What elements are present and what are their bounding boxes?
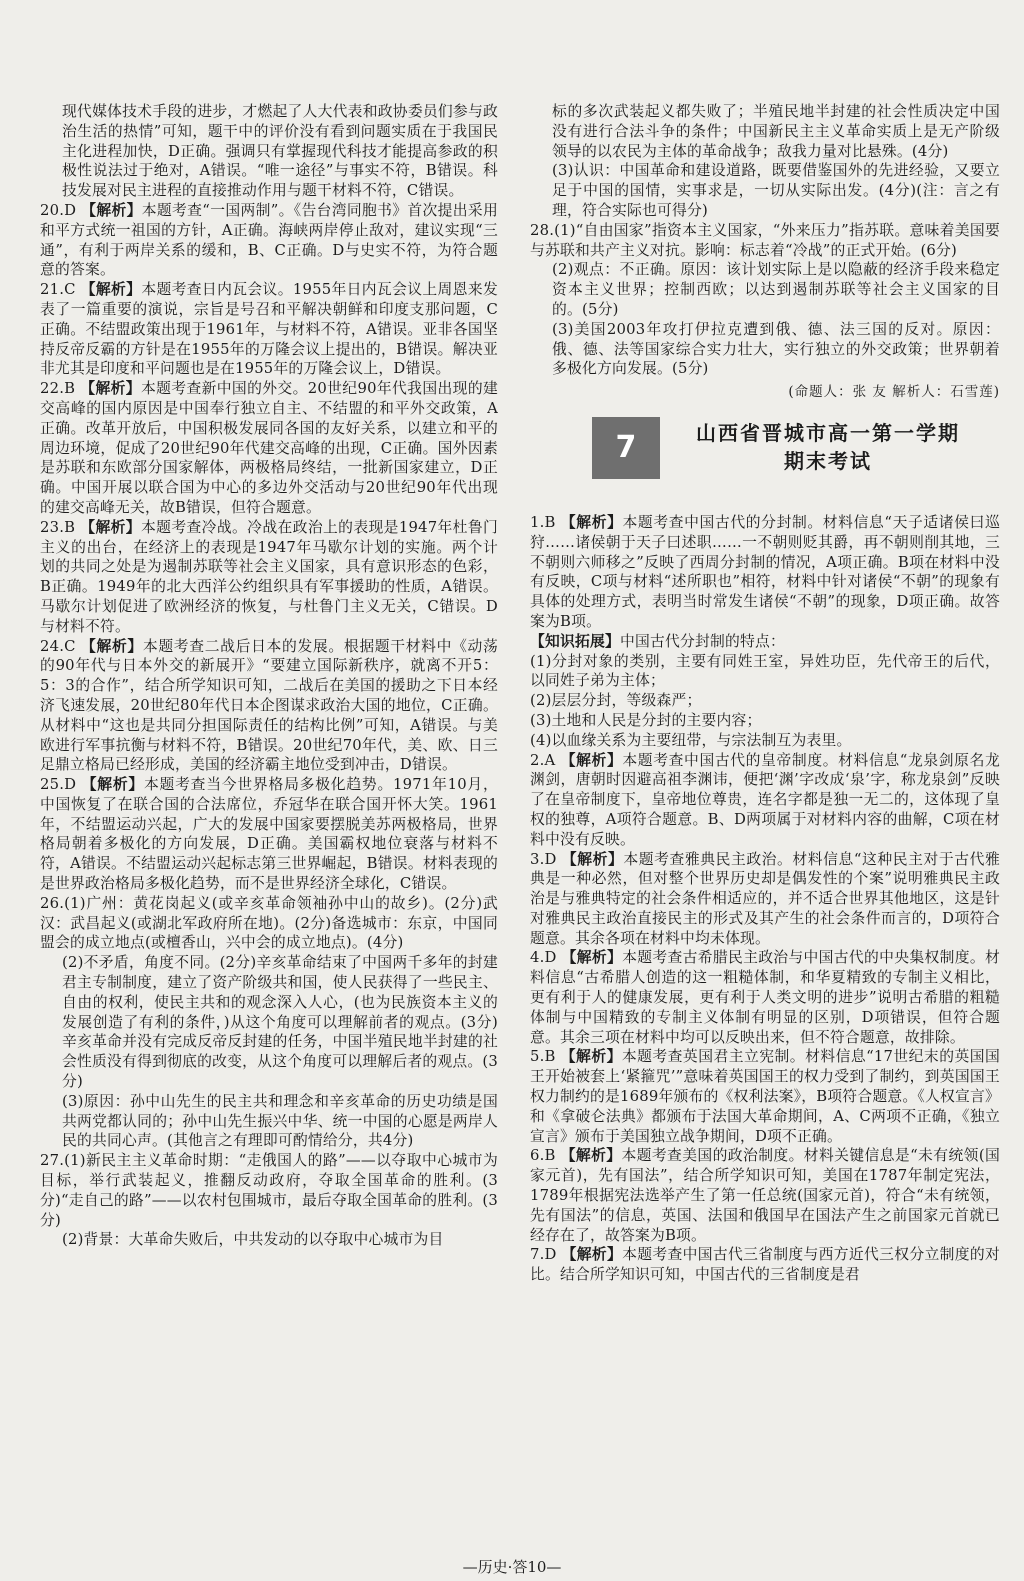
extension-line: (1)分封对象的类别，主要有同姓王室，异姓功臣，先代帝王的后代，以同姓子弟为主体；: [530, 652, 1000, 690]
answer-list-right: [530, 513, 1000, 632]
answer-number: 20.D: [40, 201, 77, 219]
analysis-tag: 【解析】: [80, 281, 142, 299]
answer-text: 本题考查“一国两制”。《告台湾同胞书》首次提出采用和平方式统一祖国的方针，A正确。海峡两岸停止敌对，建议实现“三通”，有利于两岸关系的缓和，B、C正确。D与史实不符，为符合题意的答案。: [40, 201, 499, 279]
answer-number: 23.B: [40, 518, 76, 536]
extension-line: (2)层层分封，等级森严；: [530, 692, 702, 710]
extension-line: (4)以血缘关系为主要纽带，与宗法制互为表里。: [530, 731, 852, 749]
answer-item: [530, 1245, 1000, 1285]
answer-item: [40, 637, 498, 776]
analysis-tag: 【解析】: [81, 201, 142, 219]
answer-number: 3.D: [530, 850, 557, 868]
answer-number: 22.B: [40, 380, 76, 398]
answer-line: (1)广州：黄花岗起义(或辛亥革命领袖孙中山的故乡)。(2分)武汉：武昌起义(或湖北军政府所在地)。(2分)备选城市：东京，中国同盟会的成立地点(或檀香山，兴中会的成立地点)。(4分): [40, 894, 498, 952]
analysis-tag: 【解析】: [80, 518, 141, 536]
answer-number: 27.: [40, 1152, 65, 1170]
answer-item: [40, 201, 498, 280]
answer-item: [530, 850, 1000, 949]
answer-line: (3)原因：孙中山先生的民主共和理念和辛亥革命的历史功绩是国共两党都认同的；孙中山先生振兴中华、统一中国的心愿是两岸人民的共同心声。(其他言之有理即可酌情给分，共4分): [62, 1092, 498, 1150]
answer-line: (2)不矛盾，角度不同。(2分)辛亥革命结束了中国两千多年的封建君主专制制度，建立了资产阶级共和国，使人民获得了一些民主、自由的权利，使民主共和的观念深入人心，(也为民族资本主义的发展创造了有利的条件，)从这个角度可以理解前者的观点。(3分)辛亥革命并没有完成反帝反封建的任务，中国半殖民地半封建的社会性质没有得到彻底的改变，从这个角度可以理解后者的观点。(3分): [62, 954, 498, 1091]
answer-item: [530, 1047, 1000, 1146]
analysis-tag: 【解析】: [561, 1246, 623, 1264]
continuation-paragraph: 现代媒体技术手段的进步，才燃起了人大代表和政协委员们参与政治生活的热情”可知，题干中的评价没有看到问题实质在于我国民主化进程加快，D正确。强调只有掌握现代科技才能提高参政的积极性说法过于绝对，A错误。“唯一途径”与事实不符，B错误。科技发展对民主进程的直接推动作用与题干材料不符，C错误。: [62, 103, 498, 200]
answer-item: [40, 775, 498, 894]
analysis-tag: 【解析】: [81, 637, 143, 655]
answer-number: 4.D: [530, 949, 557, 967]
answer-item: [530, 1146, 1000, 1245]
answer-item: [40, 518, 498, 637]
answer-list-right-2: [530, 751, 1000, 1286]
answer-item: [40, 280, 498, 379]
answer-text: 本题考查英国君主立宪制。材料信息“17世纪末的英国国王开始被套上‘紧箍咒’”意味着英国国王的权力受到了制约，到英国国王权力制约的是1689年颁布的《权利法案》，B项符合题意。《人权宣言》和《拿破仑法典》都颁布于法国大革命期间，A、C两项不正确，《独立宣言》颁布于美国独立战争期间，D项不正确。: [530, 1048, 1000, 1145]
answer-text: 本题考查新中国的外交。20世纪90年代我国出现的建交高峰的国内原因是中国奉行独立自主、不结盟的和平外交政策，A正确。改革开放后，中国积极发展同各国的友好关系，以建立和平的周边环境，促成了20世纪90年代建交高峰的出现，C正确。国外因素是苏联和东欧部分国家解体，两极格局终结，一批新国家建立，D正确。中国开展以联合国为中心的多边外交活动与20世纪90年代出现的建交高峰无关，故B错误，但符合题意。: [40, 380, 498, 516]
answer-number: 6.B: [530, 1147, 556, 1165]
answer-line: (2)观点：不正确。原因：该计划实际上是以隐蔽的经济手段来稳定资本主义世界；控制西欧；以达到遏制苏联等社会主义国家的目的。(5分): [552, 261, 1000, 318]
answer-text: 本题考查日内瓦会议。1955年日内瓦会议上周恩来发表了一篇重要的演说，宗旨是号召和平解决朝鲜和印度支那问题，C正确。不结盟政策出现于1961年，与材料不符，A错误。亚非各国坚持反帝反霸的方针是在1955年的万隆会议上提出的，B错误。解决亚非尤其是印度和平问题也是在1955年的万隆会议上，D错误。: [40, 281, 498, 378]
extension-title: 中国古代分封制的特点：: [619, 632, 785, 650]
knowledge-extension: [530, 632, 1000, 652]
section-title: [668, 419, 988, 475]
answer-number: 2.A: [530, 751, 556, 769]
section-number: 7: [592, 417, 660, 479]
answer-number: 25.D: [40, 776, 77, 794]
analysis-tag: 【解析】: [561, 949, 623, 967]
answer-line: (1)新民主主义革命时期：“走俄国人的路”——以夺取中心城市为目标，举行武装起义，推翻反动政府，夺取全国革命的胜利。(3分)“走自己的路”——以农村包围城市，最后夺取全国革命的胜利。(3分): [40, 1152, 498, 1229]
answer-line: (3)认识：中国革命和建设道路，既要借鉴国外的先进经验，又要立足于中国的国情，实事求是，一切从实际出发。(4分)(注：言之有理，符合实际也可得分): [552, 162, 1000, 219]
section-title-line: 山西省晋城市高一第一学期: [696, 420, 960, 445]
answer-number: 26.: [40, 894, 65, 912]
answer-text: 本题考查中国古代的皇帝制度。材料信息“龙泉剑原名龙渊剑，唐朝时因避高祖李渊讳，便把‘渊’字改成‘泉’字，称龙泉剑”反映了在皇帝制度下，皇帝地位尊贵，连名字都是独一无二的，这体现了皇权的独尊，A项符合题意。B、D两项属于对材料内容的曲解，C项在材料中没有反映。: [530, 751, 1001, 848]
answer-text: 本题考查当今世界格局多极化趋势。1971年10月，中国恢复了在联合国的合法席位，乔冠华在联合国开怀大笑。1961年，不结盟运动兴起，广大的发展中国家要摆脱美苏两极格局，世界格局朝着多极化的方向发展，D正确。美国霸权地位衰落与材料不符，A错误。不结盟运动兴起标志第三世界崛起，B错误。材料表现的是世界政治格局多极化趋势，而不是世界经济全球化，C错误。: [40, 776, 498, 893]
answer-line: (2)背景：大革命失败后，中共发动的以夺取中心城市为目: [62, 1231, 444, 1249]
analysis-tag: 【解析】: [560, 1048, 622, 1066]
answer-item: [530, 751, 1000, 850]
answer-line: (1)“自由国家”指资本主义国家，“外来压力”指苏联。意味着美国要与苏联和共产主义对抗。影响：标志着“冷战”的正式开始。(6分): [530, 221, 1000, 259]
continuation-paragraph: 标的多次武装起义都失败了；半殖民地半封建的社会性质决定中国没有进行合法斗争的条件；中国新民主主义革命实质上是无产阶级领导的以农民为主体的革命战争；敌我力量对比悬殊。(4分): [552, 103, 1000, 160]
right-column: [530, 102, 1000, 1285]
analysis-tag: 【解析】: [80, 380, 141, 398]
answer-text: 本题考查冷战。冷战在政治上的表现是1947年杜鲁门主义的出台，在经济上的表现是1947年马歇尔计划的实施。两个计划的共同之处是为遏制苏联等社会主义国家，具有意识形态的色彩，B正确。1949年的北大西洋公约组织具有军事援助的性质，A错误。马歇尔计划促进了欧洲经济的恢复，与杜鲁门主义无关，C错误。D与材料不符。: [40, 518, 498, 635]
answer-text: 本题考查古希腊民主政治与中国古代的中央集权制度。材料信息“古希腊人创造的这一粗糙体制，和华夏精致的专制主义相比，更有利于人的健康发展，更有利于人类文明的进步”说明古希腊的粗糙体制与中国精致的专制主义体制有明显的区别，D项错误，但符合题意。其余三项在材料中均可以反映出来，但不符合题意，故排除。: [530, 949, 1000, 1046]
answer-item: [530, 948, 1000, 1047]
answer-text: 本题考查中国古代三省制度与西方近代三权分立制度的对比。结合所学知识可知，中国古代的三省制度是君: [530, 1246, 1000, 1284]
answer-number: 1.B: [530, 513, 556, 531]
answer-text: 本题考查中国古代的分封制。材料信息“天子适诸侯曰巡狩……诸侯朝于天子曰述职……一不朝则贬其爵，再不朝则削其地，三不朝则六师移之”反映了西周分封制的情况，A项正确。B项在材料中没有反映，C项与材料“述所职也”相符，材料中针对诸侯“不朝”的现象有具体的处理方式，表明当时常发生诸侯“不朝”的现象，D项正确。故答案为B项。: [530, 513, 1000, 630]
answer-number: 24.C: [40, 637, 76, 655]
answer-number: 7.D: [530, 1246, 557, 1264]
section-header: [530, 417, 1000, 505]
author-credit: (命题人：张 友 解析人：石雪莲): [788, 384, 1000, 401]
answer-28: [530, 221, 1000, 261]
answer-number: 5.B: [530, 1048, 556, 1066]
analysis-tag: 【解析】: [561, 850, 624, 868]
answer-number: 28.: [530, 221, 555, 239]
answer-text: 本题考查美国的政治制度。材料关键信息是“未有统领(国家元首)，先有国法”，结合所学知识可知，美国在1787年制定宪法，1789年根据宪法选举产生了第一任总统(国家元首)，符合“未有统领，先有国法”的信息，英国、法国和俄国早在国法产生之前国家元首就已经存在了，故答案为B项。: [530, 1147, 1000, 1244]
section-title-line: 期末考试: [784, 448, 872, 473]
analysis-tag: 【解析】: [560, 1147, 622, 1165]
left-column: [40, 102, 498, 1250]
answer-text: 本题考查二战后日本的发展。根据题干材料中《动荡的90年代与日本外交的新展开》“要建立国际新秩序，就离不开5：5：3的合作”，结合所学知识可知，二战后在美国的援助之下日本经济飞速发展，20世纪80年代日本企图谋求政治大国的地位，C正确。从材料中“这也是共同分担国际责任的结构比例”可知，A错误。与美欧进行军事抗衡与材料不符，B错误。20世纪70年代，美、欧、日三足鼎立格局已经形成，美国的经济霸主地位受到冲击，D错误。: [40, 637, 498, 774]
answer-number: 21.C: [40, 281, 76, 299]
answer-list-left: [40, 201, 498, 894]
analysis-tag: 【解析】: [560, 513, 623, 531]
answer-text: 本题考查雅典民主政治。材料信息“这种民主对于古代雅典是一种必然，但对整个世界历史却是偶发性的个案”说明雅典民主政治是与雅典特定的社会条件相适应的，并不适合世界其他地区，这是针对雅典民主政治直接民主的形式及其产生的社会条件而言的，D项符合题意。其余各项在材料中均未体现。: [530, 850, 1000, 947]
answer-item: [40, 379, 498, 518]
answer-26: [40, 894, 498, 953]
answer-item: [530, 513, 1000, 632]
extension-line: (3)土地和人民是分封的主要内容；: [530, 711, 762, 729]
answer-27: [40, 1151, 498, 1230]
analysis-tag: 【解析】: [560, 751, 623, 769]
answer-line: (3)美国2003年攻打伊拉克遭到俄、德、法三国的反对。原因：俄、德、法等国家综合实力壮大，实行独立的外交政策；世界朝着多极化方向发展。(5分): [552, 320, 1000, 378]
page-footer: —历史·答10—: [462, 1558, 562, 1576]
extension-tag: 【知识拓展】: [530, 632, 620, 650]
analysis-tag: 【解析】: [81, 776, 144, 794]
